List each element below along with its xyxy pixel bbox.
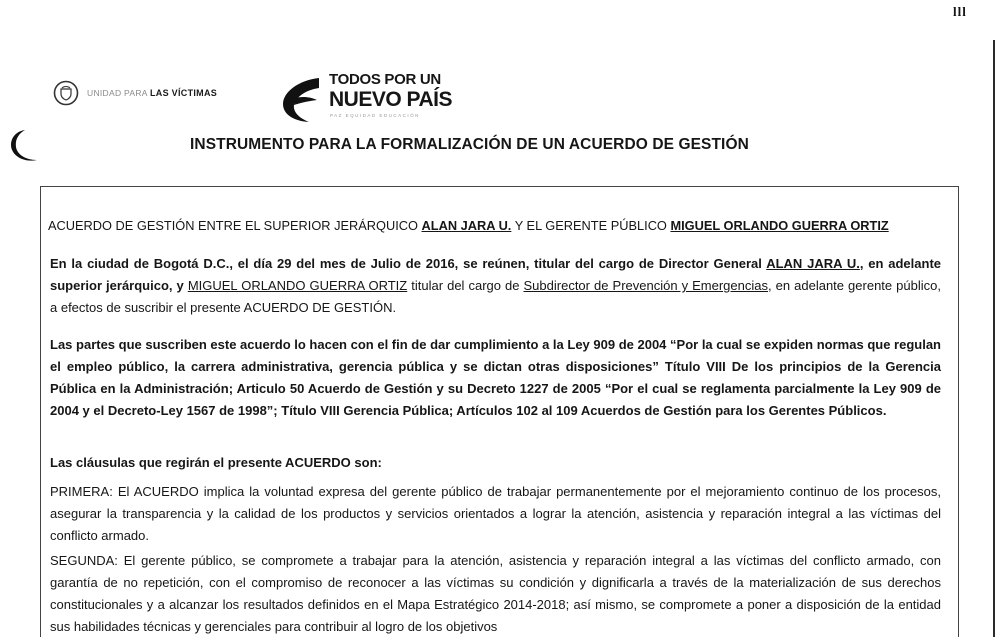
heading-text-1: ACUERDO DE GESTIÓN ENTRE EL SUPERIOR JERÁRQUICO — [48, 218, 422, 233]
intro-text-2: , en adelante gerente público, a efectos de suscribir el presente ACUERDO DE GESTIÓN. — [50, 278, 941, 315]
logo-todos-por-un: TODOS POR UN — [329, 71, 441, 88]
intro-cargo: Subdirector de Prevención y Emergencias — [523, 278, 768, 293]
page-edge-line — [993, 40, 995, 637]
logo-unidad-victimas — [53, 80, 217, 106]
superior-name: ALAN JARA U. — [421, 218, 512, 233]
document-title: INSTRUMENTO PARA LA FORMALIZACIÓN DE UN ACUERDO DE GESTIÓN — [190, 136, 749, 153]
intro-gerente-name: MIGUEL ORLANDO GUERRA ORTIZ — [187, 278, 408, 293]
paragraph-intro — [50, 253, 941, 319]
logo-victimas-text: LAS VÍCTIMAS — [149, 88, 218, 98]
page-mark: lll — [953, 4, 967, 19]
intro-superior-name: ALAN JARA U. — [766, 256, 860, 271]
nuevo-pais-swoosh-icon — [279, 74, 327, 124]
intro-text-1: titular del cargo de — [407, 278, 524, 293]
paragraph-clauses-intro: Las cláusulas que regirán el presente ACUERDO son: — [50, 455, 382, 470]
logo-nuevo-pais — [279, 68, 459, 124]
crescent-mark-icon — [9, 130, 43, 162]
intro-bold-b: , en adelante superior jerárquico, y — [50, 256, 941, 293]
logo-nuevo-pais-text: NUEVO PAÍS — [329, 88, 452, 111]
gerente-name: MIGUEL ORLANDO GUERRA ORTIZ — [670, 218, 889, 233]
heading-text-2: Y EL GERENTE PÚBLICO — [511, 218, 671, 233]
intro-bold-a: En la ciudad de Bogotá D.C., el día 29 del mes de Julio de 2016, se reúnen, titular del cargo de Director General — [50, 256, 767, 271]
coat-of-arms-icon — [53, 80, 79, 106]
clause-primera: PRIMERA: El ACUERDO implica la voluntad expresa del gerente público de trabajar permanentemente por el mejoramiento continuo de los procesos, asegurar la transparencia y la calidad de los productos y servicios orientados a lograr la atención, asistencia y reparación integral a las víctimas del conflicto armado. — [50, 484, 941, 543]
paragraph-legal-basis: Las partes que suscriben este acuerdo lo hacen con el fin de dar cumplimiento a la Ley 909 de 2004 “Por la cual se expiden normas que regulan el empleo público, la carrera administrativa, gerencia pública y se dictan otras disposiciones” Título VIII De los principios de la Gerencia Pública en la Administración; Articulo 50 Acuerdo de Gestión y su Decreto 1227 de 2005 “Por el cual se reglamenta parcialmente la Ley 909 de 2004 y el Decreto-Ley 1567 de 1998”; Título VIII Gerencia Pública; Artículos 102 al 109 Acuerdos de Gestión para los Gerentes Públicos. — [50, 337, 941, 418]
clause-segunda: SEGUNDA: El gerente público, se compromete a trabajar para la atención, asistencia y reparación integral a las víctimas del conflicto armado, con garantía de no repetición, con el compromiso de reconocer a las víctimas su condición y dignificarla a través de la materialización de sus derechos constitucionales y a alcanzar los resultados definidos en el Mapa Estratégico 2014-2018; así mismo, se compromete a poner a disposición de la entidad sus habilidades técnicas y gerenciales para contribuir al logro de los objetivos — [50, 553, 941, 634]
logo-unidad-text: UNIDAD PARA — [87, 88, 150, 98]
logo-tagline: PAZ EQUIDAD EDUCACIÓN — [330, 113, 420, 118]
agreement-heading — [48, 218, 948, 233]
